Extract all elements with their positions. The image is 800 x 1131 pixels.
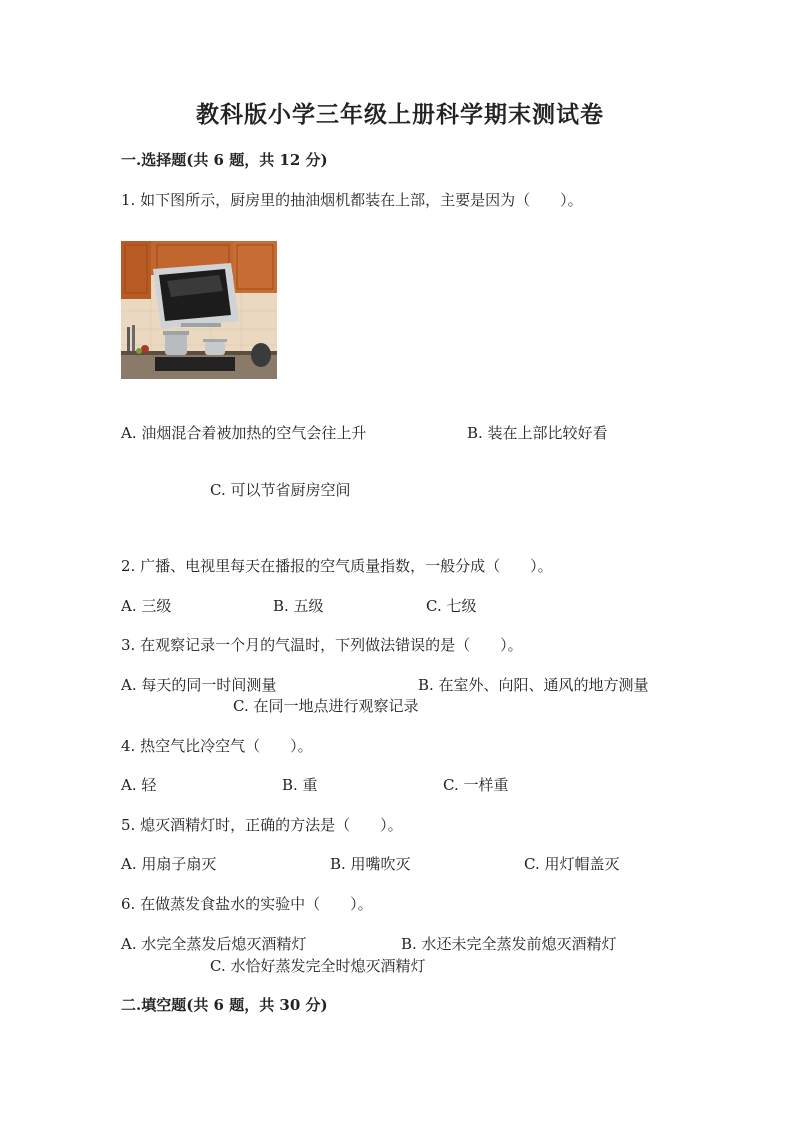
question-1-option-b: B. 装在上部比较好看 [467, 424, 608, 442]
question-6-option-c: C. 水恰好蒸发完全时熄灭酒精灯 [210, 957, 426, 975]
question-3-option-c: C. 在同一地点进行观察记录 [233, 697, 419, 715]
question-1-option-c: C. 可以节省厨房空间 [210, 481, 351, 499]
question-6-stem: 6. 在做蒸发食盐水的实验中（ ）。 [121, 895, 373, 913]
question-4-option-a: A. 轻 [121, 776, 157, 794]
question-3-stem: 3. 在观察记录一个月的气温时，下列做法错误的是（ ）。 [121, 636, 523, 654]
question-1-option-a: A. 油烟混合着被加热的空气会往上升 [121, 424, 367, 442]
question-5-option-b: B. 用嘴吹灭 [330, 855, 411, 873]
question-6-option-b: B. 水还未完全蒸发前熄灭酒精灯 [401, 935, 617, 953]
question-4-option-b: B. 重 [282, 776, 318, 794]
question-1-stem: 1. 如下图所示，厨房里的抽油烟机都装在上部，主要是因为（ ）。 [121, 191, 583, 209]
question-3-option-b: B. 在室外、向阳、通风的地方测量 [418, 676, 649, 694]
question-2-option-a: A. 三级 [121, 597, 172, 615]
question-4-stem: 4. 热空气比冷空气（ ）。 [121, 737, 313, 755]
question-6-option-a: A. 水完全蒸发后熄灭酒精灯 [121, 935, 307, 953]
section-heading-fill-in: 二.填空题(共 6 题，共 30 分) [121, 996, 328, 1014]
question-4-option-c: C. 一样重 [443, 776, 509, 794]
question-3-option-a: A. 每天的同一时间测量 [121, 676, 277, 694]
kitchen-range-hood-photo [121, 241, 277, 379]
question-5-option-c: C. 用灯帽盖灭 [524, 855, 620, 873]
question-2-option-b: B. 五级 [273, 597, 324, 615]
question-2-option-c: C. 七级 [426, 597, 477, 615]
question-5-stem: 5. 熄灭酒精灯时，正确的方法是（ ）。 [121, 816, 403, 834]
question-5-option-a: A. 用扇子扇灭 [121, 855, 217, 873]
section-heading-choice: 一.选择题(共 6 题，共 12 分) [121, 151, 328, 169]
question-2-stem: 2. 广播、电视里每天在播报的空气质量指数，一般分成（ ）。 [121, 557, 553, 575]
page-title: 教科版小学三年级上册科学期末测试卷 [196, 101, 604, 128]
